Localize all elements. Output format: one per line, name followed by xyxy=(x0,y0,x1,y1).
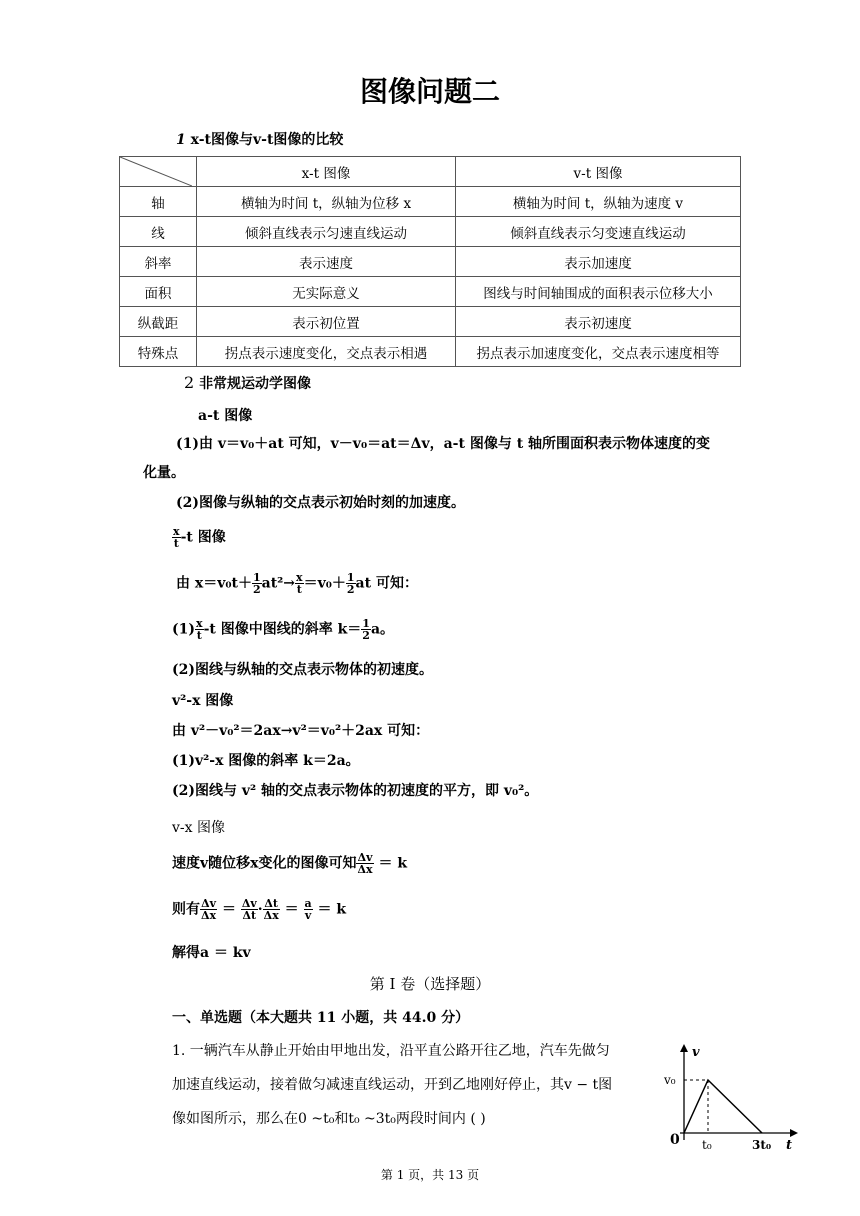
table-row-label: 纵截距 xyxy=(120,307,197,337)
table-header-row xyxy=(120,157,741,187)
at-point2: (2)图像与纵轴的交点表示初始时刻的加速度。 xyxy=(176,495,465,511)
table-corner-cell xyxy=(120,157,197,187)
vx-line2: 则有 $\frac{\Delta v}{\Delta x}$ ＝ $\frac{\Delta v}{\Delta t}$ · $\frac{\Delta t}{\Delta x}$ ＝ $\frac{a}{v}$ ＝ k xyxy=(172,897,347,922)
table-header-vt: v-t 图像 xyxy=(456,157,741,187)
xtt-title: $\frac{x}{t}$ -t 图像 xyxy=(173,525,226,550)
v2x-point1: (1)v²-x 图像的斜率 k＝2a。 xyxy=(172,753,360,769)
at-title: a-t 图像 xyxy=(198,408,253,424)
xtt-point1: (1) $\frac{x}{t}$ -t 图像中图线的斜率 k＝ $\frac{1}{2}$ a。 xyxy=(172,617,395,642)
table-row xyxy=(120,217,741,247)
v-axis-arrow xyxy=(680,1044,688,1052)
t0-label: t₀ xyxy=(702,1138,712,1152)
table-cell-vt: 表示加速度 xyxy=(456,247,741,277)
section2-heading xyxy=(184,373,311,393)
table-cell-xt: 表示速度 xyxy=(197,247,456,277)
v2x-formula: 由 v²－v₀²＝2ax→v²＝v₀²＋2ax 可知： xyxy=(172,723,430,739)
table-cell-vt: 拐点表示加速度变化，交点表示速度相等 xyxy=(456,337,741,367)
axis-v-label: v xyxy=(692,1045,700,1060)
section2-number: 2 xyxy=(184,373,195,392)
3t0-label: 3t₀ xyxy=(752,1138,772,1152)
part1-title: 第 I 卷（选择题） xyxy=(369,975,491,993)
table-header-xt: x-t 图像 xyxy=(197,157,456,187)
axis-t-label: t xyxy=(786,1138,793,1152)
section1-heading xyxy=(176,129,343,149)
table-row xyxy=(120,307,741,337)
table-cell-vt: 倾斜直线表示匀变速直线运动 xyxy=(456,217,741,247)
table-row-label: 斜率 xyxy=(120,247,197,277)
table-cell-xt: 横轴为时间 t，纵轴为位移 x xyxy=(197,187,456,217)
at-point1-line2: 化量。 xyxy=(143,465,185,481)
v2x-point2: (2)图线与 v² 轴的交点表示物体的初速度的平方，即 v₀²。 xyxy=(172,783,539,799)
t-axis-arrow xyxy=(790,1129,798,1137)
vx-title: v-x 图像 xyxy=(172,820,225,836)
table-row-label: 特殊点 xyxy=(120,337,197,367)
table-cell-vt: 图线与时间轴围成的面积表示位移大小 xyxy=(456,277,741,307)
page-footer: 第 1 页，共 13 页 xyxy=(380,1168,480,1182)
table-row-label: 轴 xyxy=(120,187,197,217)
question1-line3: 像如图所示，那么在0 ~t₀和t₀ ~3t₀两段时间内 ( ) xyxy=(172,1111,486,1127)
table-cell-vt: 横轴为时间 t，纵轴为速度 v xyxy=(456,187,741,217)
v2x-title: v²-x 图像 xyxy=(172,693,234,709)
table-cell-xt: 表示初位置 xyxy=(197,307,456,337)
velocity-line xyxy=(684,1080,762,1133)
section2-heading-text: 非常规运动学图像 xyxy=(199,376,312,392)
question1-line1: 1. 一辆汽车从静止开始由甲地出发，沿平直公路开往乙地，汽车先做匀 xyxy=(172,1043,610,1059)
table-row-label: 线 xyxy=(120,217,197,247)
origin-label: 0 xyxy=(670,1132,680,1148)
page-title: 图像问题二 xyxy=(359,75,500,108)
section1-heading-text: x-t图像与v-t图像的比较 xyxy=(190,132,344,148)
question1-line2: 加速直线运动，接着做匀减速直线运动，开到乙地刚好停止，其v − t图 xyxy=(172,1077,613,1093)
table-cell-xt: 无实际意义 xyxy=(197,277,456,307)
diagonal-line xyxy=(120,157,192,186)
xtt-point2: (2)图线与纵轴的交点表示物体的初速度。 xyxy=(172,662,433,678)
table-cell-xt: 倾斜直线表示匀速直线运动 xyxy=(197,217,456,247)
table-cell-vt: 表示初速度 xyxy=(456,307,741,337)
single-choice-section: 一、单选题（本大题共 11 小题，共 44.0 分） xyxy=(172,1010,470,1026)
section1-number: 1 xyxy=(176,132,186,148)
at-point1-line1: (1)由 v＝v₀＋at 可知，v－v₀＝at＝Δv，a-t 图像与 t 轴所围面积表示物体速度的变 xyxy=(176,436,711,452)
fraction-x-over-t: $\frac{x}{t}$ xyxy=(173,525,180,550)
table-row xyxy=(120,277,741,307)
table-cell-xt: 拐点表示速度变化，交点表示相遇 xyxy=(197,337,456,367)
comparison-table xyxy=(119,156,741,367)
xtt-formula: 由 x＝v₀t＋ $\frac{1}{2}$ at²→ $\frac{x}{t}$ ＝v₀＋ $\frac{1}{2}$ at 可知： xyxy=(176,571,418,596)
table-row xyxy=(120,187,741,217)
v0-label: v₀ xyxy=(664,1073,676,1087)
table-row xyxy=(120,247,741,277)
table-row xyxy=(120,337,741,367)
vx-line1: 速度v随位移x变化的图像可知 $\frac{\Delta v}{\Delta x}$ ＝ k xyxy=(172,851,408,876)
vx-line3: 解得a ＝ kv xyxy=(172,945,251,961)
table-row-label: 面积 xyxy=(120,277,197,307)
vt-graph xyxy=(660,1040,800,1152)
